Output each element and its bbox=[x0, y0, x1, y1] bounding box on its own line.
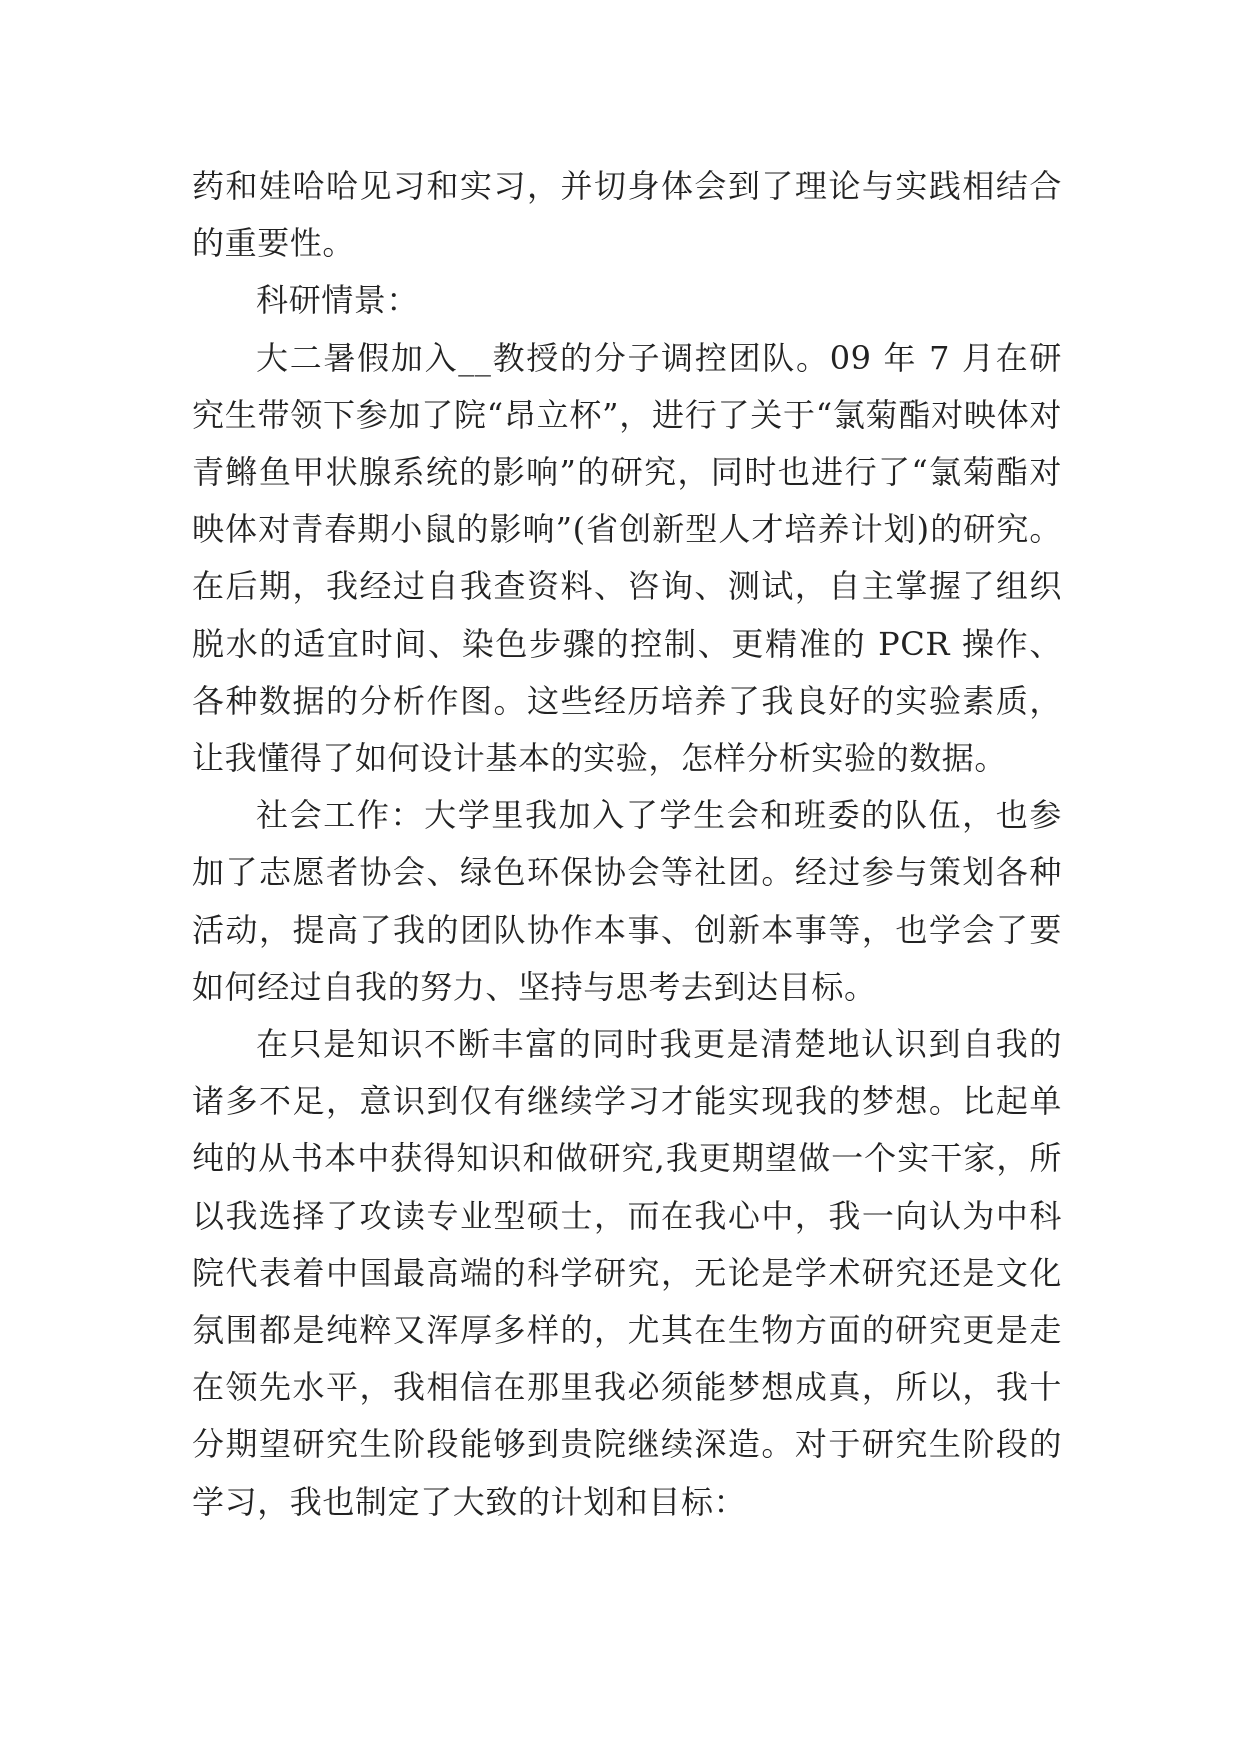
paragraph-study-plan: 在只是知识不断丰富的同时我更是清楚地认识到自我的诸多不足，意识到仅有继续学习才能实现我的梦想。比起单纯的从书本中获得知识和做研究,我更期望做一个实干家，所以我选择了攻读专业型硕士，而在我心中，我一向认为中科院代表着中国最高端的科学研究，无论是学术研究还是文化氛围都是纯粹又浑厚多样的，尤其在生物方面的研究更是走在领先水平，我相信在那里我必须能梦想成真，所以，我十分期望研究生阶段能够到贵院继续深造。对于研究生阶段的学习，我也制定了大致的计划和目标： bbox=[192, 1025, 1062, 1521]
paragraph-social-work: 社会工作：大学里我加入了学生会和班委的队伍，也参加了志愿者协会、绿色环保协会等社团。经过参与策划各种活动，提高了我的团队协作本事、创新本事等，也学会了要如何经过自我的努力、坚持与思考去到达目标。 bbox=[192, 796, 1062, 1006]
paragraph-continuation: 药和娃哈哈见习和实习，并切身体会到了理论与实践相结合的重要性。 bbox=[192, 167, 1062, 263]
paragraph-research: 大二暑假加入__教授的分子调控团队。09 年 7 月在研究生带领下参加了院“昂立杯”，进行了关于“氯菊酯对映体对青鳉鱼甲状腺系统的影响”的研究，同时也进行了“氯菊酯对映体对青春期小鼠的影响”(省创新型人才培养计划)的研究。在后期，我经过自我查资料、咨询、测试，自主掌握了组织脱水的适宜时间、染色步骤的控制、更精准的 PCR 操作、各种数据的分析作图。这些经历培养了我良好的实验素质，让我懂得了如何设计基本的实验，怎样分析实验的数据。 bbox=[192, 338, 1062, 778]
paragraph-research-heading: 科研情景： bbox=[256, 281, 420, 320]
body-text bbox=[192, 158, 1062, 1531]
